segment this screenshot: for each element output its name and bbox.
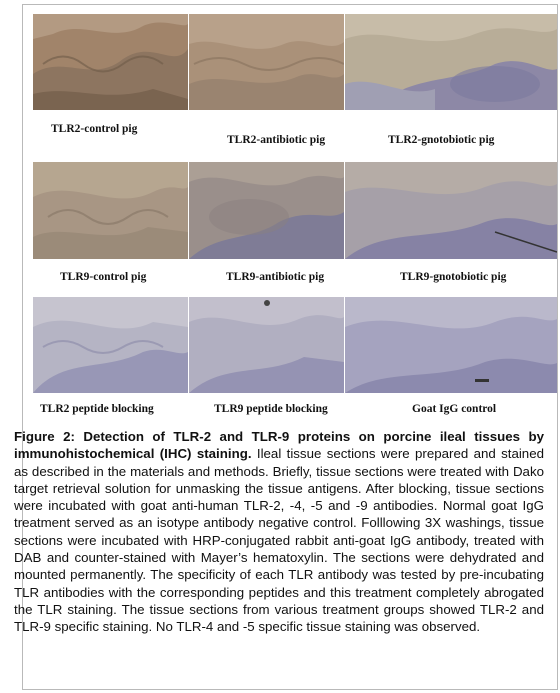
micrograph-tlr2-peptide-blocking	[33, 297, 188, 393]
panel-label: Goat IgG control	[412, 403, 497, 415]
micrograph-tlr9-peptide-blocking	[189, 297, 344, 393]
micrograph-tlr9-gnotobiotic	[345, 162, 557, 259]
panel-label: TLR2-gnotobiotic pig	[388, 134, 495, 146]
caption-body: Ileal tissue sections were prepared and stained as described in the materials and methods. Briefly, tissue sections were treated with Dako target retrieval solution for unmasking the tissue antigens. After blocking, tissue sections were incubated with goat anti-human TLR-2, -4, -5 and -9 antibodies. Normal goat IgG treatment served as an isotype antibody negative control. Folllowing 3X washings, tissue sections were incubated with HRP-conjugated rabbit anti-goat IgG antibody, treated with DAB and counter-stained with Mayer’s hematoxylin. The sections were dehydrated and mounted permanently. The specificity of each TLR antibody was tested by pre-incubating TLR antibodies with the corresponding peptides and this treatment completely abrogated the TLR staining. The tissue sections from various treatment groups showed TLR-2 and TLR-9 specific staining. No TLR-4 and -5 specific tissue staining was observed.	[14, 446, 544, 635]
panel-label: TLR9-antibiotic pig	[226, 271, 325, 283]
panel-label: TLR2 peptide blocking	[40, 403, 154, 415]
micrograph-tlr2-control	[33, 14, 188, 110]
panel-label: TLR2-antibiotic pig	[227, 134, 326, 146]
micrograph-goat-igg-control	[345, 297, 557, 393]
panel-label: TLR9-control pig	[60, 271, 147, 283]
micrograph-tlr2-gnotobiotic	[345, 14, 557, 110]
panel-label: TLR9-gnotobiotic pig	[400, 271, 507, 283]
micrograph-tlr2-antibiotic	[189, 14, 344, 110]
panel-label: TLR9 peptide blocking	[214, 403, 328, 415]
figure-caption	[14, 428, 544, 636]
caption-title: Figure 2: Detection of TLR-2 and TLR-9 proteins on porcine ileal tissues by immunohistochemical (IHC) staining.	[14, 429, 544, 462]
micrograph-tlr9-antibiotic	[189, 162, 344, 259]
micrograph-tlr9-control	[33, 162, 188, 259]
panel-label: TLR2-control pig	[51, 123, 138, 135]
